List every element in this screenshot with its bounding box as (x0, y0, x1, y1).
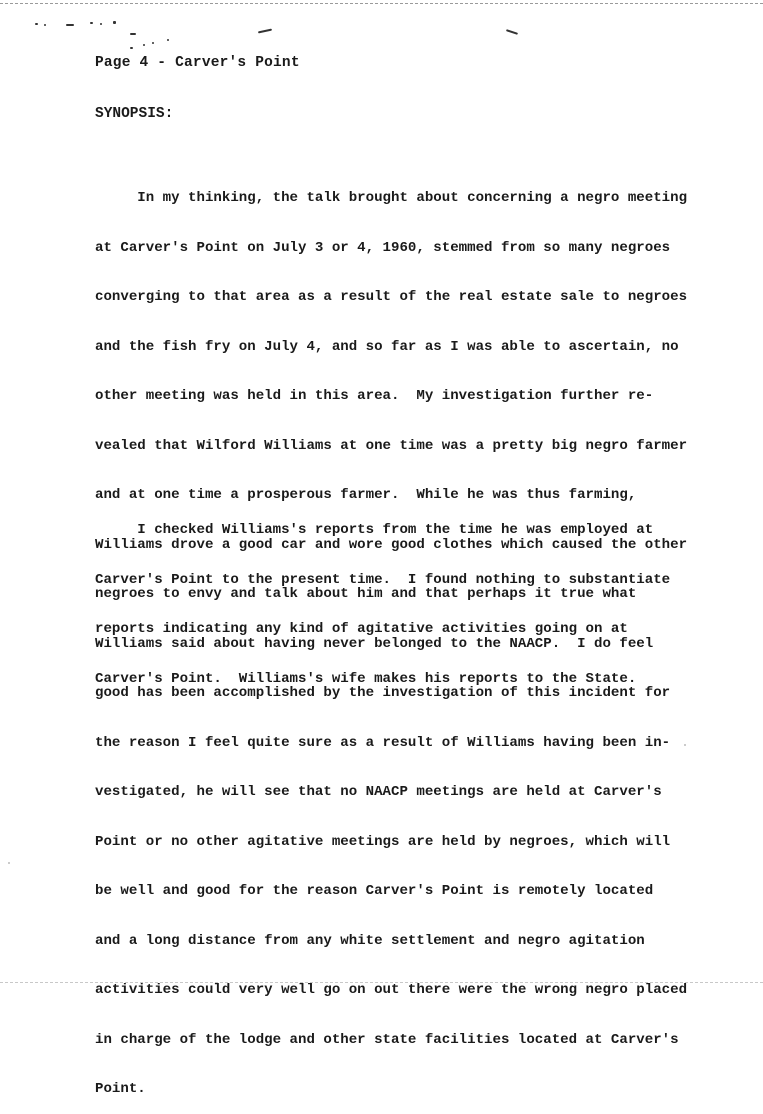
scan-speck (66, 24, 74, 26)
scan-bottom-edge (0, 982, 763, 983)
text-line: Carver's Point. Williams's wife makes his reports to the State. (95, 670, 637, 687)
text-line: Williams drove a good car and wore good clothes which caused the other (95, 536, 688, 553)
scan-speck (130, 47, 133, 49)
text-line: good has been accomplished by the investigation of this incident for (95, 685, 671, 701)
synopsis-paragraph-2 (95, 489, 670, 704)
text-line: I checked Williams's reports from the time he was employed at (95, 522, 654, 538)
scan-speck (8, 862, 10, 864)
scan-speck (143, 44, 145, 46)
scan-speck (100, 23, 102, 25)
text-line: Carver's Point to the present time. I found nothing to substantiate (95, 571, 671, 588)
text-line: and a long distance from any white settlement and negro agitation (95, 932, 645, 949)
scan-speck (167, 39, 169, 41)
text-line: and at one time a prosperous farmer. While he was thus farming, (95, 487, 637, 503)
text-line: negroes to envy and talk about him and that perhaps it true what (95, 586, 637, 602)
text-line: Point. (95, 1081, 146, 1097)
text-line: vealed that Wilford Williams at one time was a pretty big negro farmer (95, 437, 688, 454)
text-line: in charge of the lodge and other state facilities located at Carver's (95, 1031, 679, 1048)
text-line: converging to that area as a result of the real estate sale to negroes (95, 289, 688, 305)
text-line: and the fish fry on July 4, and so far as I was able to ascertain, no (95, 338, 679, 355)
text-line: be well and good for the reason Carver's Point is remotely located (95, 883, 654, 899)
text-line: In my thinking, the talk brought about concerning a negro meeting (95, 190, 688, 206)
scan-speck (113, 21, 116, 24)
text-line: the reason I feel quite sure as a result of Williams having been in- (95, 734, 671, 751)
text-line: reports indicating any kind of agitative activities going on at (95, 621, 628, 637)
text-line: at Carver's Point on July 3 or 4, 1960, stemmed from so many negroes (95, 239, 671, 256)
page-header: Page 4 - Carver's Point (95, 55, 300, 71)
scan-speck (35, 23, 38, 25)
scan-top-edge (0, 3, 763, 4)
scan-speck (90, 22, 93, 24)
synopsis-heading: SYNOPSIS: (95, 106, 174, 122)
text-line: other meeting was held in this area. My investigation further re- (95, 388, 654, 404)
scan-speck (258, 29, 272, 34)
text-line: vestigated, he will see that no NAACP meetings are held at Carver's (95, 784, 662, 800)
text-line: activities could very well go on out there were the wrong negro placed (95, 982, 688, 998)
text-line: Point or no other agitative meetings are held by negroes, which will (95, 833, 671, 850)
scan-speck (152, 42, 154, 44)
scan-speck (130, 33, 136, 35)
text-line: Williams said about having never belonged to the NAACP. I do feel (95, 635, 654, 652)
scan-speck (506, 29, 518, 35)
scan-speck (44, 24, 46, 26)
